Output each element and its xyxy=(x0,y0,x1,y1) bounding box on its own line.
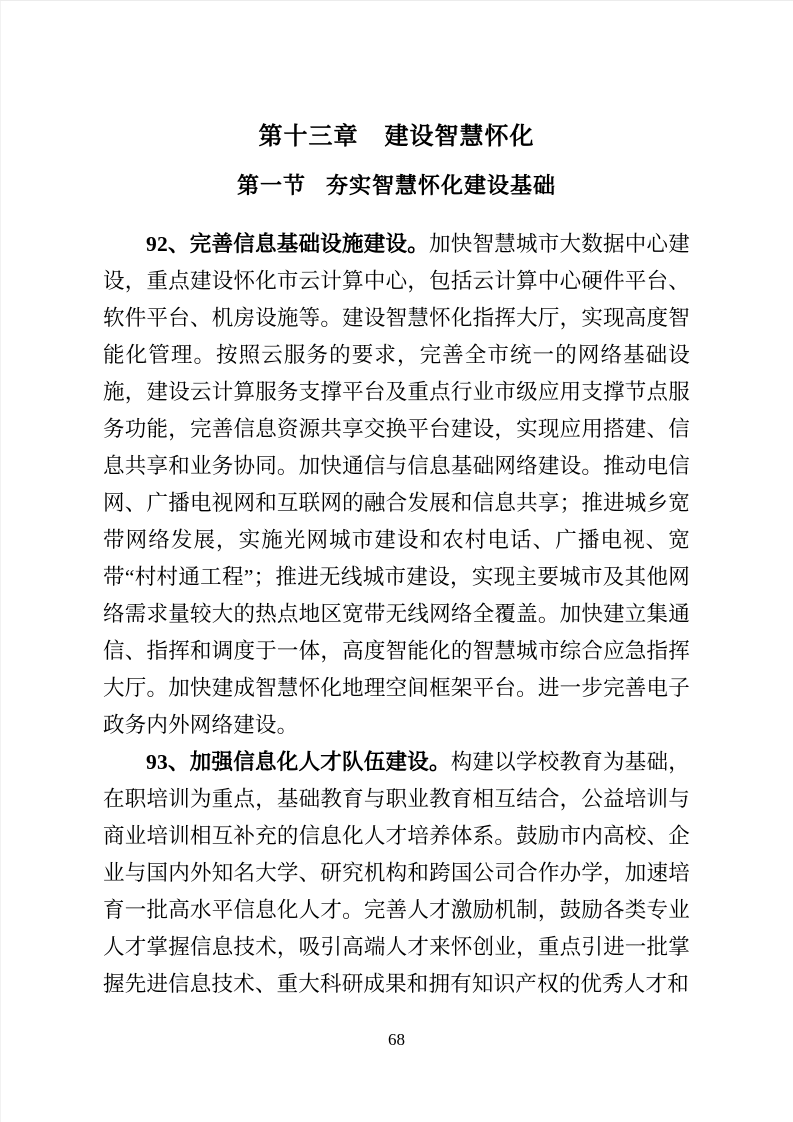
section-number: 第一节 xyxy=(236,173,306,198)
section-title xyxy=(103,170,690,202)
page-content xyxy=(103,0,690,1003)
page-number: 68 xyxy=(388,1030,405,1049)
paragraph-93-lead: 93、加强信息化人才队伍建设。 xyxy=(146,750,451,774)
paragraph-93-body: 构建以学校教育为基础，在职培训为重点，基础教育与职业教育相互结合，公益培训与商业培训相互补充的信息化人才培养体系。鼓励市内高校、企业与国内外知名大学、研究机构和跨国公司合作办学，加速培育一批高水平信息化人才。完善人才激励机制，鼓励各类专业人才掌握信息技术，吸引高端人才来怀创业，重点引进一批掌握先进信息技术、重大科研成果和拥有知识产权的优秀人才和 xyxy=(103,750,690,996)
section-title-text: 夯实智慧怀化建设基础 xyxy=(326,173,557,198)
chapter-title xyxy=(103,120,690,154)
paragraph-92-lead: 92、完善信息基础设施建设。 xyxy=(146,232,429,256)
chapter-title-text: 建设智慧怀化 xyxy=(384,123,535,150)
chapter-number: 第十三章 xyxy=(258,123,359,150)
paragraph-92-body: 加快智慧城市大数据中心建设，重点建设怀化市云计算中心，包括云计算中心硬件平台、软件平台、机房设施等。建设智慧怀化指挥大厅，实现高度智能化管理。按照云服务的要求，完善全市统一的网络基础设施，建设云计算服务支撑平台及重点行业市级应用支撑节点服务功能，完善信息资源共享交换平台建设，实现应用搭建、信息共享和业务协同。加快通信与信息基础网络建设。推动电信网、广播电视网和互联网的融合发展和信息共享；推进城乡宽带网络发展，实施光网城市建设和农村电话、广播电视、宽带“村村通工程”；推进无线城市建设，实现主要城市及其他网络需求量较大的热点地区宽带无线网络全覆盖。加快建立集通信、指挥和调度于一体，高度智能化的智慧城市综合应急指挥大厅。加快建成智慧怀化地理空间框架平台。进一步完善电子政务内外网络建设。 xyxy=(103,232,690,737)
paragraph-92 xyxy=(103,226,690,744)
paragraph-93 xyxy=(103,744,690,1003)
